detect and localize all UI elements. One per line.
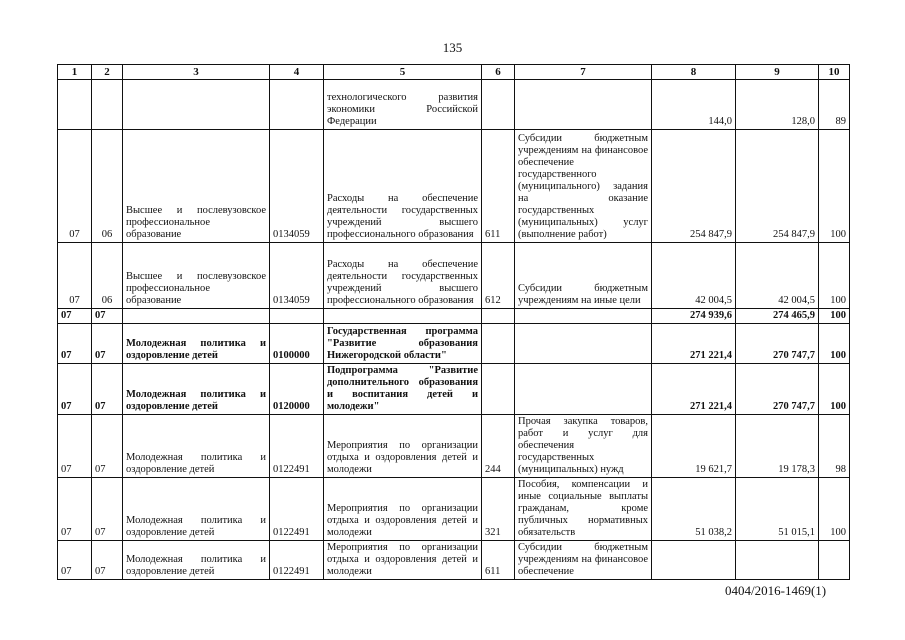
execution-percent xyxy=(819,541,850,580)
column-header: 7 xyxy=(515,65,652,80)
executed-amount: 254 847,9 xyxy=(736,130,819,243)
article-name: Государственная программа "Развитие образования Нижегородской области" xyxy=(324,324,482,364)
table-row xyxy=(58,541,850,580)
article-name: Мероприятия по организации отдыха и оздоровления детей и молодежи xyxy=(324,415,482,478)
target-article: 0120000 xyxy=(270,364,324,415)
subsection-code: 06 xyxy=(92,243,123,309)
executed-amount: 270 747,7 xyxy=(736,364,819,415)
subsection-code: 07 xyxy=(92,364,123,415)
expense-type-name: Субсидии бюджетным учреждениям на иные цели xyxy=(515,243,652,309)
table-row xyxy=(58,309,850,324)
subsection-name: Молодежная политика и оздоровление детей xyxy=(123,324,270,364)
article-name: Расходы на обеспечение деятельности государственных учреждений высшего профессионального образования xyxy=(324,243,482,309)
column-header: 5 xyxy=(324,65,482,80)
subsection-name: Молодежная политика и оздоровление детей xyxy=(123,541,270,580)
executed-amount: 270 747,7 xyxy=(736,324,819,364)
table-row xyxy=(58,243,850,309)
target-article xyxy=(270,309,324,324)
section-code: 07 xyxy=(58,324,92,364)
subsection-code: 07 xyxy=(92,324,123,364)
execution-percent: 100 xyxy=(819,130,850,243)
expense-type-code: 611 xyxy=(482,541,515,580)
planned-amount: 254 847,9 xyxy=(652,130,736,243)
article-name: Мероприятия по организации отдыха и оздоровления детей и молодежи xyxy=(324,541,482,580)
column-header: 6 xyxy=(482,65,515,80)
target-article: 0134059 xyxy=(270,243,324,309)
section-code: 07 xyxy=(58,309,92,324)
article-name: Расходы на обеспечение деятельности государственных учреждений высшего профессионального образования xyxy=(324,130,482,243)
execution-percent: 100 xyxy=(819,364,850,415)
expense-type-name xyxy=(515,309,652,324)
planned-amount: 271 221,4 xyxy=(652,324,736,364)
planned-amount xyxy=(652,541,736,580)
page-number: 135 xyxy=(442,40,463,55)
article-name xyxy=(324,309,482,324)
subsection-code: 06 xyxy=(92,130,123,243)
planned-amount: 271 221,4 xyxy=(652,364,736,415)
expense-type-code xyxy=(482,80,515,130)
section-code: 07 xyxy=(58,130,92,243)
executed-amount: 51 015,1 xyxy=(736,478,819,541)
subsection-name: Высшее и послевузовское профессиональное образование xyxy=(123,130,270,243)
planned-amount: 19 621,7 xyxy=(652,415,736,478)
section-code: 07 xyxy=(58,243,92,309)
planned-amount: 51 038,2 xyxy=(652,478,736,541)
table-header-row xyxy=(58,65,850,80)
expense-type-name: Субсидии бюджетным учреждениям на финансовое обеспечение xyxy=(515,541,652,580)
expense-type-code xyxy=(482,364,515,415)
column-header: 3 xyxy=(123,65,270,80)
table-row xyxy=(58,324,850,364)
target-article: 0134059 xyxy=(270,130,324,243)
target-article: 0122491 xyxy=(270,478,324,541)
article-name: Мероприятия по организации отдыха и оздоровления детей и молодежи xyxy=(324,478,482,541)
execution-percent: 100 xyxy=(819,309,850,324)
subsection-code: 07 xyxy=(92,415,123,478)
subsection-code: 07 xyxy=(92,541,123,580)
expense-type-code: 612 xyxy=(482,243,515,309)
subsection-name: Молодежная политика и оздоровление детей xyxy=(123,364,270,415)
expense-type-name: Пособия, компенсации и иные социальные выплаты гражданам, кроме публичных нормативных обязательств xyxy=(515,478,652,541)
execution-percent: 100 xyxy=(819,243,850,309)
executed-amount: 128,0 xyxy=(736,80,819,130)
expense-type-name xyxy=(515,80,652,130)
section-code: 07 xyxy=(58,478,92,541)
section-code: 07 xyxy=(58,415,92,478)
expense-type-code: 321 xyxy=(482,478,515,541)
planned-amount: 274 939,6 xyxy=(652,309,736,324)
table-row xyxy=(58,415,850,478)
column-header: 9 xyxy=(736,65,819,80)
expense-type-code xyxy=(482,309,515,324)
table-row xyxy=(58,478,850,541)
execution-percent: 98 xyxy=(819,415,850,478)
target-article: 0122491 xyxy=(270,541,324,580)
column-header: 1 xyxy=(58,65,92,80)
subsection-name: Молодежная политика и оздоровление детей xyxy=(123,415,270,478)
executed-amount: 274 465,9 xyxy=(736,309,819,324)
expense-type-name xyxy=(515,364,652,415)
subsection-name xyxy=(123,80,270,130)
expense-type-code xyxy=(482,324,515,364)
section-code xyxy=(58,80,92,130)
subsection-code xyxy=(92,80,123,130)
expense-type-code: 244 xyxy=(482,415,515,478)
article-name: Подпрограмма "Развитие дополнительного образования и воспитания детей и молодежи" xyxy=(324,364,482,415)
planned-amount: 144,0 xyxy=(652,80,736,130)
executed-amount: 19 178,3 xyxy=(736,415,819,478)
article-name: технологического развития экономики Российской Федерации xyxy=(324,80,482,130)
column-header: 10 xyxy=(819,65,850,80)
section-code: 07 xyxy=(58,364,92,415)
subsection-name: Молодежная политика и оздоровление детей xyxy=(123,478,270,541)
target-article xyxy=(270,80,324,130)
column-header: 8 xyxy=(652,65,736,80)
target-article: 0122491 xyxy=(270,415,324,478)
expense-type-name: Субсидии бюджетным учреждениям на финансовое обеспечение государственного (муниципального) задания на оказание государственных (муниципальных) услуг (выполнение работ) xyxy=(515,130,652,243)
expense-type-name xyxy=(515,324,652,364)
execution-percent: 100 xyxy=(819,324,850,364)
subsection-name xyxy=(123,309,270,324)
table-row xyxy=(58,364,850,415)
budget-table xyxy=(57,64,850,580)
subsection-code: 07 xyxy=(92,309,123,324)
section-code: 07 xyxy=(58,541,92,580)
expense-type-code: 611 xyxy=(482,130,515,243)
planned-amount: 42 004,5 xyxy=(652,243,736,309)
column-header: 4 xyxy=(270,65,324,80)
executed-amount: 42 004,5 xyxy=(736,243,819,309)
column-header: 2 xyxy=(92,65,123,80)
document-code: 0404/2016-1469(1) xyxy=(725,583,827,598)
execution-percent: 100 xyxy=(819,478,850,541)
subsection-code: 07 xyxy=(92,478,123,541)
table-row xyxy=(58,80,850,130)
expense-type-name: Прочая закупка товаров, работ и услуг для обеспечения государственных (муниципальных) нужд xyxy=(515,415,652,478)
target-article: 0100000 xyxy=(270,324,324,364)
table-row xyxy=(58,130,850,243)
subsection-name: Высшее и послевузовское профессиональное образование xyxy=(123,243,270,309)
executed-amount xyxy=(736,541,819,580)
execution-percent: 89 xyxy=(819,80,850,130)
